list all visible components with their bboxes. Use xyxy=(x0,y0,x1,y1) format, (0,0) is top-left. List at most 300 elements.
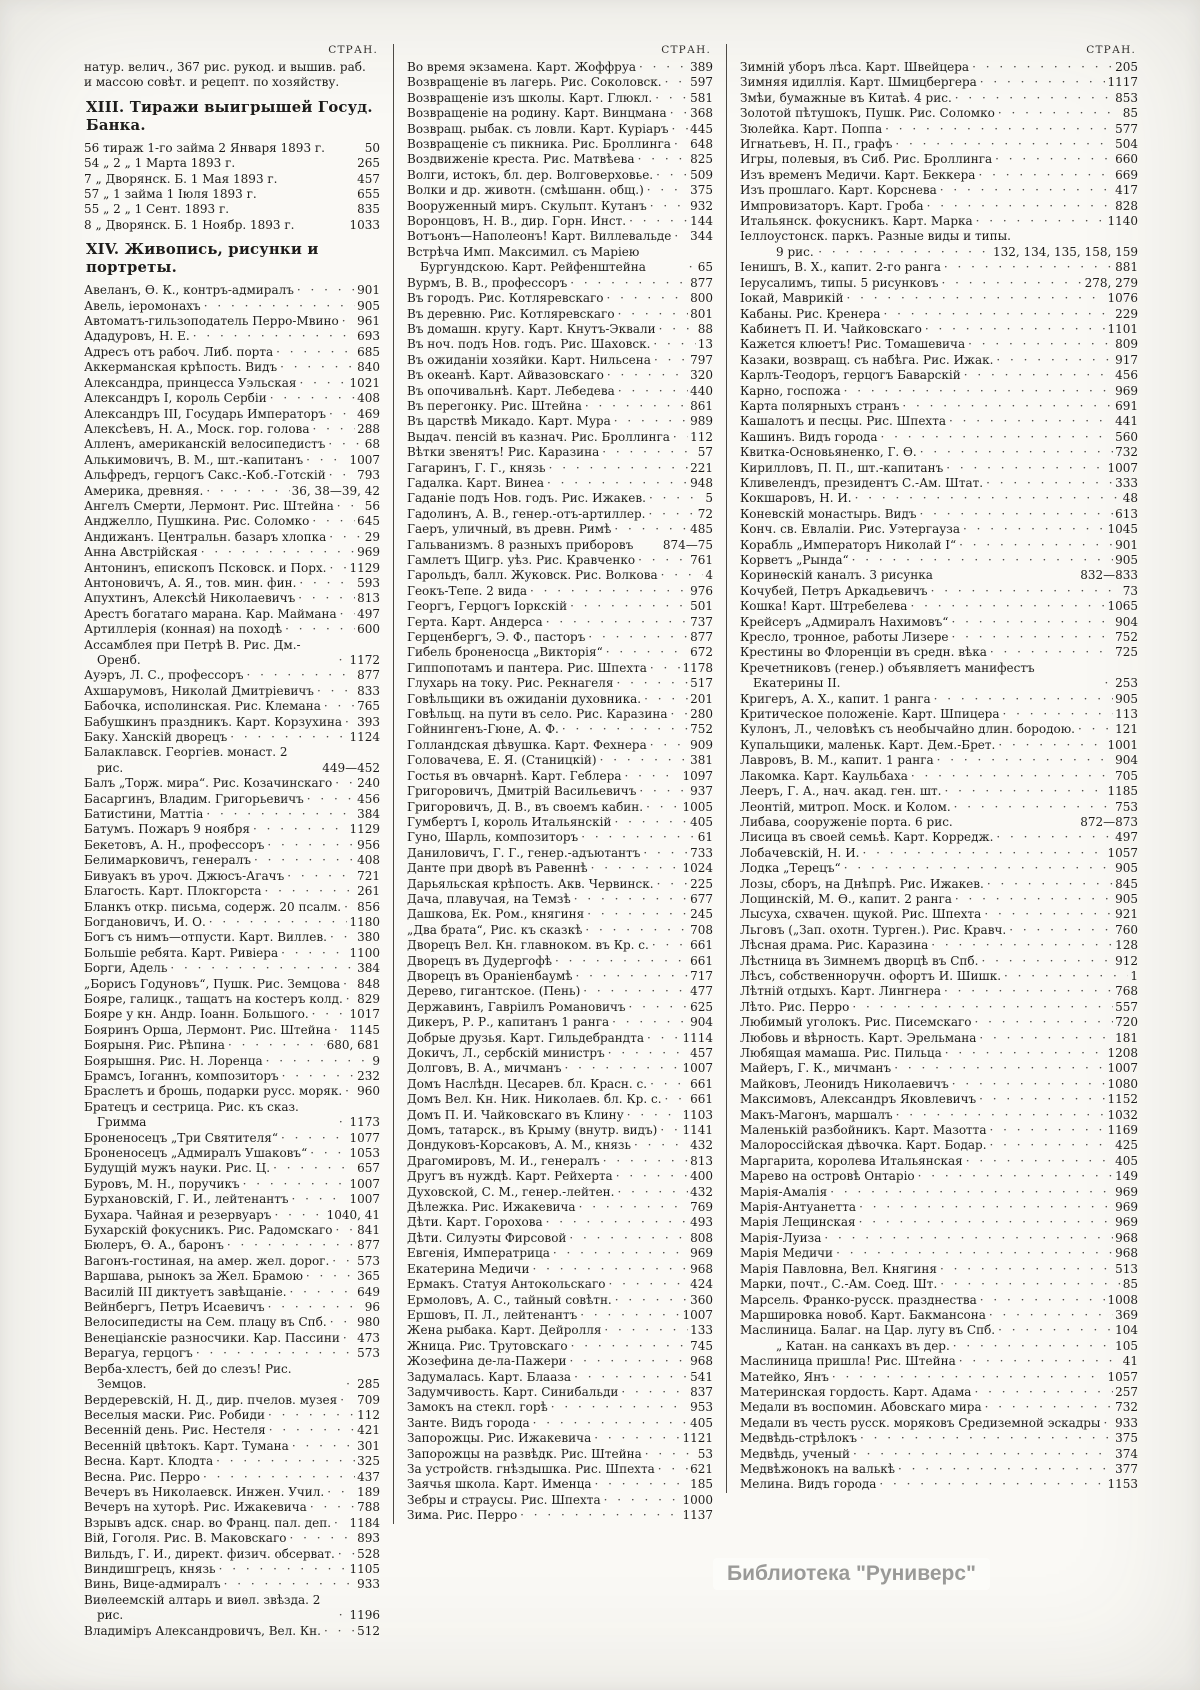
dot-leader xyxy=(924,199,1114,214)
index-entry xyxy=(740,553,1138,568)
entry-page-number: 753 xyxy=(1115,799,1138,814)
entry-page-number: 104 xyxy=(1115,1323,1138,1338)
entry-page-number: 333 xyxy=(1115,475,1138,490)
entry-page-number: 933 xyxy=(357,1577,380,1592)
entry-title: Дѣлежка. Рис. Ижакевича xyxy=(407,1200,576,1215)
index-entry xyxy=(407,707,713,722)
dot-leader xyxy=(599,445,695,460)
dot-leader xyxy=(1011,229,1138,244)
entry-title: Баку. Ханскій дворецъ xyxy=(84,730,228,745)
library-watermark: Библиотека "Руниверс" xyxy=(713,1558,990,1590)
entry-page-number: 655 xyxy=(357,187,380,202)
index-entry xyxy=(84,1315,380,1330)
entry-title: Зебры и страусы. Рис. Шпехта xyxy=(407,1492,601,1507)
dot-leader xyxy=(284,869,355,884)
index-entry xyxy=(84,468,380,483)
dot-leader xyxy=(978,954,1113,969)
index-entry xyxy=(740,1431,1138,1446)
entry-title: Ададуровъ, Н. Е. xyxy=(84,329,190,344)
entry-page-number: 13 xyxy=(697,337,713,352)
dot-leader xyxy=(646,491,703,506)
dot-leader xyxy=(657,1123,680,1138)
index-entry xyxy=(84,699,380,714)
dot-leader xyxy=(931,692,1113,707)
dot-leader xyxy=(941,784,1105,799)
index-entry xyxy=(740,1246,1138,1261)
index-entry xyxy=(740,337,1138,352)
dot-leader xyxy=(342,1084,355,1099)
entry-page-number: 649 xyxy=(357,1284,380,1299)
dot-leader xyxy=(948,615,1113,630)
entry-title: Задумалась. Карт. Блааза xyxy=(407,1369,572,1384)
entry-title: Любящая мамаша. Рис. Пильца xyxy=(740,1046,942,1060)
entry-title: Виѳлеемскій алтарь и виѳл. звѣзда. 2 рис. xyxy=(84,1592,321,1623)
index-entry xyxy=(740,1477,1138,1492)
entry-page-number: 1007 xyxy=(1107,1061,1138,1076)
entry-title: Бюлеръ, Ѳ. А., баронъ xyxy=(84,1238,224,1253)
dot-leader xyxy=(976,1031,1113,1046)
index-entry xyxy=(740,384,1138,399)
index-entry xyxy=(84,499,380,514)
index-entry xyxy=(84,1285,380,1300)
entry-title: Бекетовъ, А. Н., профессоръ xyxy=(84,837,265,852)
entry-page-number: 288 xyxy=(357,421,380,436)
entry-title: Браслетъ и брошь, подарки русс. моряк. xyxy=(84,1084,343,1099)
entry-title: Алленъ, американскій велосипедистъ xyxy=(84,437,326,452)
index-column-1 xyxy=(84,44,380,1639)
index-entry xyxy=(407,923,713,938)
dot-leader xyxy=(278,946,347,961)
entry-title: Анна Австрійская xyxy=(84,545,198,560)
entry-title: Братецъ и сестрица. Рис. къ сказ. Гримма xyxy=(84,1099,299,1130)
entry-title: Марево на островѣ Онтаріо xyxy=(740,1169,915,1184)
dot-leader xyxy=(340,977,355,992)
entry-title: Кресло, тронное, работы Лизере xyxy=(740,630,949,645)
entry-title: Долговъ, В. А., мичманъ xyxy=(407,1061,562,1076)
entry-title: Большіе ребята. Карт. Ривіера xyxy=(84,945,279,960)
index-entry xyxy=(407,938,713,953)
entry-title: Аккерманская крѣпость. Видъ xyxy=(84,360,278,375)
dot-leader xyxy=(951,800,1113,815)
entry-page-number: 905 xyxy=(1115,891,1138,906)
entry-title: Алькимовичъ, В. М., шт.-капитанъ xyxy=(84,452,304,467)
entry-page-number: 1097 xyxy=(682,768,713,783)
dot-leader xyxy=(937,1277,1120,1292)
dot-leader xyxy=(969,60,1113,75)
index-entry xyxy=(740,722,1138,737)
index-entry xyxy=(84,915,380,930)
entry-title: Кулонъ, Л., человѣкъ съ необычайно длин. бородою. xyxy=(740,722,1075,737)
entry-title: Григоровичъ, Дмитрій Васильевичъ xyxy=(407,784,637,799)
entry-title: Любимый уголокъ. Рис. Писемскаго xyxy=(740,1015,972,1030)
index-entry xyxy=(740,414,1138,429)
entry-title: Лѣтній отдыхъ. Карт. Лингнера xyxy=(740,984,941,999)
index-entry xyxy=(407,60,713,75)
entry-title: Гадалка. Карт. Винеа xyxy=(407,475,545,490)
entry-title: Ермакъ. Статуя Антокольскаго xyxy=(407,1277,606,1292)
index-entry xyxy=(407,1015,713,1030)
dot-leader xyxy=(296,376,347,391)
index-entry xyxy=(407,476,713,491)
entry-title: Въ океанѣ. Карт. Айвазовскаго xyxy=(407,368,604,383)
index-entry xyxy=(84,1362,380,1393)
entry-page-number: 232 xyxy=(357,1068,380,1083)
dot-leader xyxy=(530,1262,689,1277)
index-entry xyxy=(407,984,713,999)
index-entry xyxy=(407,445,713,460)
dot-leader xyxy=(636,60,688,75)
index-entry xyxy=(740,445,1138,460)
entry-page-number: 417 xyxy=(1115,183,1138,198)
entry-page-number: 512 xyxy=(357,1623,380,1638)
entry-page-number: 1032 xyxy=(1107,1107,1138,1122)
entry-title: Кажется клюетъ! Рис. Томашевича xyxy=(740,337,966,352)
dot-leader xyxy=(336,1608,348,1623)
entry-page-number: 41 xyxy=(1122,1354,1138,1369)
entry-page-number: 5 xyxy=(705,491,713,506)
entry-title: Бивуакъ въ уроч. Джюсъ-Агачъ xyxy=(84,868,285,883)
dot-leader xyxy=(576,1200,689,1215)
dot-leader xyxy=(321,1624,355,1639)
index-entry xyxy=(84,1331,380,1346)
entry-title: Кашалотъ и песцы. Рис. Шпехта xyxy=(740,414,946,429)
dot-leader xyxy=(609,1015,688,1030)
dot-leader xyxy=(635,553,688,568)
entry-page-number: 905 xyxy=(357,298,380,313)
index-entry xyxy=(740,1169,1138,1184)
entry-page-number: 36, 38—39, 42 xyxy=(291,483,380,498)
entry-title: Анджелло, Пушкина. Рис. Соломко xyxy=(84,514,310,529)
entry-title: Марія-Антуанетта xyxy=(740,1200,857,1215)
entry-page-number: 948 xyxy=(690,475,713,490)
dot-leader xyxy=(880,307,1113,322)
dot-leader xyxy=(651,353,688,368)
index-entry xyxy=(740,984,1138,999)
entry-title: Гуно, Шарль, композиторъ xyxy=(407,830,579,845)
dot-leader xyxy=(601,1493,681,1508)
index-entry xyxy=(740,1000,1138,1015)
dot-leader xyxy=(643,800,680,815)
index-entry xyxy=(407,784,713,799)
entry-page-number: 672 xyxy=(690,645,713,660)
dot-leader xyxy=(224,1238,355,1253)
index-entry xyxy=(407,568,713,583)
entry-page-number: 449—452 xyxy=(322,760,380,775)
entry-page-number: 408 xyxy=(357,853,380,868)
entry-title: Винь, Вице-адмиралъ xyxy=(84,1577,221,1592)
entry-title: 8 „ Дворянск. Б. 1 Ноябр. 1893 г. xyxy=(84,217,295,232)
index-entry xyxy=(84,1254,380,1269)
index-entry xyxy=(84,1500,380,1515)
dot-leader xyxy=(336,1115,348,1130)
index-entry xyxy=(740,476,1138,491)
entry-page-number: 9 xyxy=(372,1053,380,1068)
entry-title: Благость. Карт. Плокгорста xyxy=(84,884,262,899)
entry-page-number: 405 xyxy=(690,814,713,829)
entry-title: Адресъ отъ рабоч. Либ. порта xyxy=(84,344,274,359)
index-entry xyxy=(84,391,380,406)
index-entry xyxy=(740,214,1138,229)
index-entry xyxy=(407,507,713,522)
index-entry xyxy=(84,484,380,499)
dot-leader xyxy=(928,938,1113,953)
index-entry xyxy=(84,1054,380,1069)
index-entry xyxy=(740,738,1138,753)
index-entry xyxy=(740,923,1138,938)
entry-page-number: 841 xyxy=(357,1223,380,1238)
entry-page-number: 344 xyxy=(690,229,713,244)
index-entry xyxy=(84,1177,380,1192)
dot-leader xyxy=(573,969,689,984)
entry-page-number: 112 xyxy=(357,1407,380,1422)
entry-page-number: 57 xyxy=(697,445,713,460)
column-page-label: СТРАН. xyxy=(1086,44,1136,56)
entry-title: Золотой пѣтушокъ, Пушк. Рис. Соломко xyxy=(740,106,995,121)
index-entry xyxy=(407,1246,713,1261)
entry-title: Въ городъ. Рис. Котляревскаго xyxy=(407,291,604,306)
dot-leader xyxy=(971,1385,1113,1400)
dot-leader xyxy=(327,1315,355,1330)
entry-title: Либава, сооруженіе порта. 6 рис. xyxy=(740,814,953,829)
entry-page-number: 1021 xyxy=(349,375,380,390)
dot-leader xyxy=(240,1177,348,1192)
dot-leader xyxy=(597,753,688,768)
index-entry xyxy=(407,1400,713,1415)
dot-leader xyxy=(647,199,688,214)
entry-title: Гумбертъ I, король Итальянскій xyxy=(407,814,612,829)
entry-title: Выдач. пенсій въ казнач. Рис. Броллинга xyxy=(407,429,670,444)
entry-title: Вердеревскій, Н. Д., дир. пчелов. музея xyxy=(84,1392,338,1407)
dot-leader xyxy=(568,1339,688,1354)
entry-title: Маргарита, королева Итальянская xyxy=(740,1153,963,1168)
dot-leader xyxy=(668,122,688,137)
index-entry xyxy=(407,722,713,737)
index-entry xyxy=(740,800,1138,815)
dot-leader xyxy=(977,1293,1106,1308)
entry-title: Лозы, сборъ, на Днѣпрѣ. Рис. Ижакев. xyxy=(740,876,984,891)
index-entry xyxy=(407,291,713,306)
entry-title: Лѣсъ, собственноручн. офортъ И. Шишк. xyxy=(740,968,1002,983)
index-entry xyxy=(84,838,380,853)
entry-page-number: 968 xyxy=(690,1261,713,1276)
dot-leader xyxy=(333,1223,356,1238)
dot-leader xyxy=(325,141,363,156)
entry-title: Коневскій монастырь. Видъ xyxy=(740,506,917,521)
entry-title: Бухарскій фокусникъ. Рис. Радомскаго xyxy=(84,1223,333,1238)
dot-leader xyxy=(562,1061,681,1076)
entry-title: Ершовъ, П. Л., лейтенантъ xyxy=(407,1307,578,1322)
index-entry xyxy=(84,1577,380,1592)
dot-leader xyxy=(618,1385,688,1400)
entry-title: Буровъ, М. Н., поручикъ xyxy=(84,1176,240,1191)
entry-title: Герта. Карт. Андерса xyxy=(407,614,543,629)
dot-leader xyxy=(604,291,689,306)
index-entry xyxy=(740,522,1138,537)
entry-page-number: 56 xyxy=(364,498,380,513)
index-entry xyxy=(407,368,713,383)
entry-page-number: 457 xyxy=(357,171,380,186)
entry-page-number: 1007 xyxy=(349,452,380,467)
index-entry xyxy=(84,1531,380,1546)
index-entry xyxy=(407,1493,713,1508)
entry-title: Изъ временъ Медичи. Карт. Беккера xyxy=(740,167,976,182)
entry-title: Дерево, гигантское. (Пень) xyxy=(407,984,581,999)
dot-leader xyxy=(577,1308,680,1323)
entry-title: Кочубей, Петръ Аркадьевичъ xyxy=(740,583,928,598)
entry-title: Вотъонъ—Наполеонъ! Карт. Виллевальде xyxy=(407,229,672,244)
entry-page-number: 732 xyxy=(1115,1400,1138,1415)
entry-title: Волки и др. животн. (смѣшанн. общ.) xyxy=(407,183,644,198)
entry-title: Дворецъ въ Ораніенбаумѣ xyxy=(407,968,573,983)
dot-leader xyxy=(907,599,1105,614)
index-entry xyxy=(407,1000,713,1015)
entry-title: Леонтій, митроп. Моск. и Колом. xyxy=(740,799,951,814)
dot-leader xyxy=(527,584,688,599)
index-entry xyxy=(740,353,1138,368)
index-entry xyxy=(740,368,1138,383)
entry-title: Добрые друзья. Карт. Гильдебрандта xyxy=(407,1030,644,1045)
entry-page-number: 424 xyxy=(690,1277,713,1292)
dot-leader xyxy=(933,568,1078,583)
entry-title: Волги, истокъ, бл. дер. Волговерховье. xyxy=(407,167,654,182)
dot-leader xyxy=(612,1293,688,1308)
dot-leader xyxy=(667,707,688,722)
entry-page-number: 877 xyxy=(690,275,713,290)
dot-leader xyxy=(336,653,348,668)
entry-page-number: 377 xyxy=(1115,1461,1138,1476)
index-entry xyxy=(407,168,713,183)
entry-page-number: 657 xyxy=(357,1161,380,1176)
index-entry xyxy=(740,507,1138,522)
entry-title: Вейнбергъ, Петръ Исаевичъ xyxy=(84,1300,265,1315)
entry-page-number: 4 xyxy=(705,568,713,583)
dot-leader xyxy=(963,1154,1113,1169)
dot-leader xyxy=(326,407,355,422)
entry-page-number: 497 xyxy=(357,606,380,621)
dot-leader xyxy=(337,1393,355,1408)
index-entry xyxy=(84,283,380,298)
entry-page-number: 856 xyxy=(357,899,380,914)
index-entry xyxy=(407,661,713,676)
dot-leader xyxy=(611,815,688,830)
entry-title: Василій III диктуетъ завѣщаніе. xyxy=(84,1284,287,1299)
dot-leader xyxy=(307,1146,347,1161)
index-entry xyxy=(407,676,713,691)
entry-page-number: 1208 xyxy=(1107,1046,1138,1060)
entry-title: Карта полярныхъ странъ xyxy=(740,398,900,413)
index-entry xyxy=(740,399,1138,414)
entry-page-number: 953 xyxy=(690,1400,713,1415)
entry-title: Кашинъ. Видъ города xyxy=(740,429,878,444)
entry-title: Александръ I, король Сербіи xyxy=(84,391,267,406)
entry-page-number: 685 xyxy=(357,344,380,359)
index-entry xyxy=(407,877,713,892)
index-entry xyxy=(407,969,713,984)
dot-leader xyxy=(833,1246,1113,1261)
entry-page-number: 577 xyxy=(1115,121,1138,136)
dot-leader xyxy=(308,761,320,776)
index-entry xyxy=(84,453,380,468)
entry-title: Купальщики, маленьк. Карт. Дем.-Брет. xyxy=(740,737,996,752)
entry-page-number: 185 xyxy=(690,1477,713,1492)
entry-page-number: 828 xyxy=(1115,198,1138,213)
index-entry xyxy=(84,345,380,360)
index-entry xyxy=(407,91,713,106)
entry-title: Маслиница пришла! Рис. Штейна xyxy=(740,1354,956,1369)
entry-page-number: 932 xyxy=(690,198,713,213)
dot-leader xyxy=(582,923,688,938)
entry-title: Боярыня. Рис. Рѣпина xyxy=(84,1038,225,1053)
entry-title: 57 „ 1 займа 1 Іюля 1893 г. xyxy=(84,187,257,202)
entry-page-number: 937 xyxy=(690,784,713,799)
entry-page-number: 797 xyxy=(690,352,713,367)
entry-title: Майковъ, Леонидъ Николаевичъ xyxy=(740,1076,949,1091)
dot-leader xyxy=(601,1323,688,1338)
entry-title: Медвѣдь-стрѣлокъ xyxy=(740,1431,858,1446)
dot-leader xyxy=(984,877,1113,892)
entry-title: Медали въ честь русск. моряковъ Средиземной эскадры xyxy=(740,1415,1101,1430)
dot-leader xyxy=(671,137,688,152)
index-entry xyxy=(407,307,713,322)
entry-page-number: 189 xyxy=(357,1484,380,1499)
index-entry xyxy=(84,1624,380,1639)
dot-leader xyxy=(343,992,355,1007)
entry-page-number: 733 xyxy=(690,845,713,860)
index-entry xyxy=(407,1354,713,1369)
entry-title: Бухара. Чайная и резервуаръ xyxy=(84,1207,272,1222)
entry-page-number: 456 xyxy=(1115,368,1138,383)
entry-title: Въ деревню. Рис. Котляревскаго xyxy=(407,306,615,321)
entry-page-number: 1169 xyxy=(1107,1123,1138,1138)
entry-title: Марія Павловна, Вел. Княгиня xyxy=(740,1261,937,1276)
dot-leader xyxy=(321,699,355,714)
index-entry xyxy=(407,1447,713,1462)
dot-leader xyxy=(622,769,681,784)
entry-title: Въ ожиданіи хозяйки. Карт. Нильсена xyxy=(407,352,651,367)
entry-title: Бояринъ Орша, Лермонт. Рис. Штейна xyxy=(84,1022,331,1037)
dot-leader xyxy=(941,984,1113,999)
entry-page-number: 573 xyxy=(357,1253,380,1268)
entry-page-number: 968 xyxy=(690,1354,713,1369)
index-entry xyxy=(407,430,713,445)
entry-title: Возвращеніе съ пикника. Рис. Броллинга xyxy=(407,137,671,152)
entry-page-number: 432 xyxy=(690,1184,713,1199)
entry-title: Іерусалимъ, типы. 5 рисунковъ xyxy=(740,275,939,290)
entry-title: Крейсеръ „Адмиралъ Нахимовъ“ xyxy=(740,614,949,629)
dot-leader xyxy=(652,91,688,106)
dot-leader xyxy=(1101,676,1113,691)
dot-leader xyxy=(250,822,347,837)
entry-title: Бланкъ откр. письма, содерж. 20 псалм. xyxy=(84,899,342,914)
index-entry xyxy=(740,1416,1138,1431)
entry-page-number: 901 xyxy=(1115,537,1138,552)
entry-page-number: 881 xyxy=(1115,260,1138,275)
entry-title: Воронцовъ, Н. В., дир. Горн. Инст. xyxy=(407,214,627,229)
entry-title: Задумчивость. Карт. Синибальди xyxy=(407,1384,619,1399)
index-entry xyxy=(84,1007,380,1022)
dot-leader xyxy=(636,784,688,799)
index-entry xyxy=(407,1046,713,1061)
index-entry xyxy=(407,183,713,198)
index-entry xyxy=(84,530,380,545)
dot-leader xyxy=(961,368,1113,383)
entry-page-number: 989 xyxy=(690,414,713,429)
entry-title: Белимарковичъ, генералъ xyxy=(84,853,251,868)
entry-page-number: 1057 xyxy=(1107,1369,1138,1384)
dot-leader xyxy=(543,1215,688,1230)
index-entry xyxy=(84,977,380,992)
dot-leader xyxy=(953,815,1078,830)
